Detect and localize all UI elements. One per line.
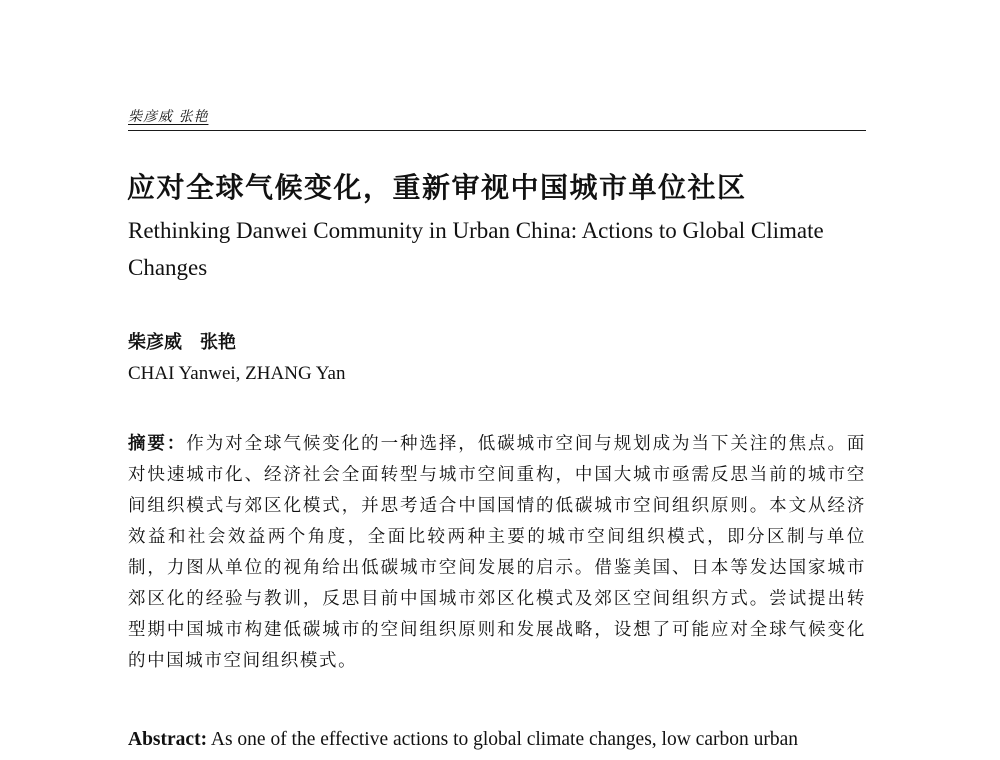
abstract-chinese-label: 摘要： xyxy=(128,434,187,454)
authors-chinese: 柴彦威 张艳 xyxy=(128,332,236,353)
abstract-english-text: As one of the effective actions to global climate changes, low carbon urban xyxy=(207,729,799,750)
title-chinese: 应对全球气候变化，重新审视中国城市单位社区 xyxy=(127,171,747,204)
abstract-chinese xyxy=(128,429,866,677)
running-header xyxy=(128,106,866,131)
running-header-authors: 柴彦威 张艳 xyxy=(128,109,209,125)
title-english: Rethinking Danwei Community in Urban China: Actions to Global Climate Changes xyxy=(128,218,824,280)
abstract-chinese-text: 作为对全球气候变化的一种选择，低碳城市空间与规划成为当下关注的焦点。面对快速城市化、经济社会全面转型与城市空间重构，中国大城市亟需反思当前的城市空间组织模式与郊区化模式，并思考适合中国国情的低碳城市空间组织原则。本文从经济效益和社会效益两个角度，全面比较两种主要的城市空间组织模式，即分区制与单位制，力图从单位的视角给出低碳城市空间发展的启示。借鉴美国、日本等发达国家城市郊区化的经验与教训，反思目前中国城市郊区化模式及郊区空间组织方式。尝试提出转型期中国城市构建低碳城市的空间组织原则和发展战略，设想了可能应对全球气候变化的中国城市空间组织模式。 xyxy=(128,434,866,671)
authors-english: CHAI Yanwei, ZHANG Yan xyxy=(128,363,346,384)
abstract-english xyxy=(128,726,868,754)
abstract-english-label: Abstract: xyxy=(128,729,208,750)
